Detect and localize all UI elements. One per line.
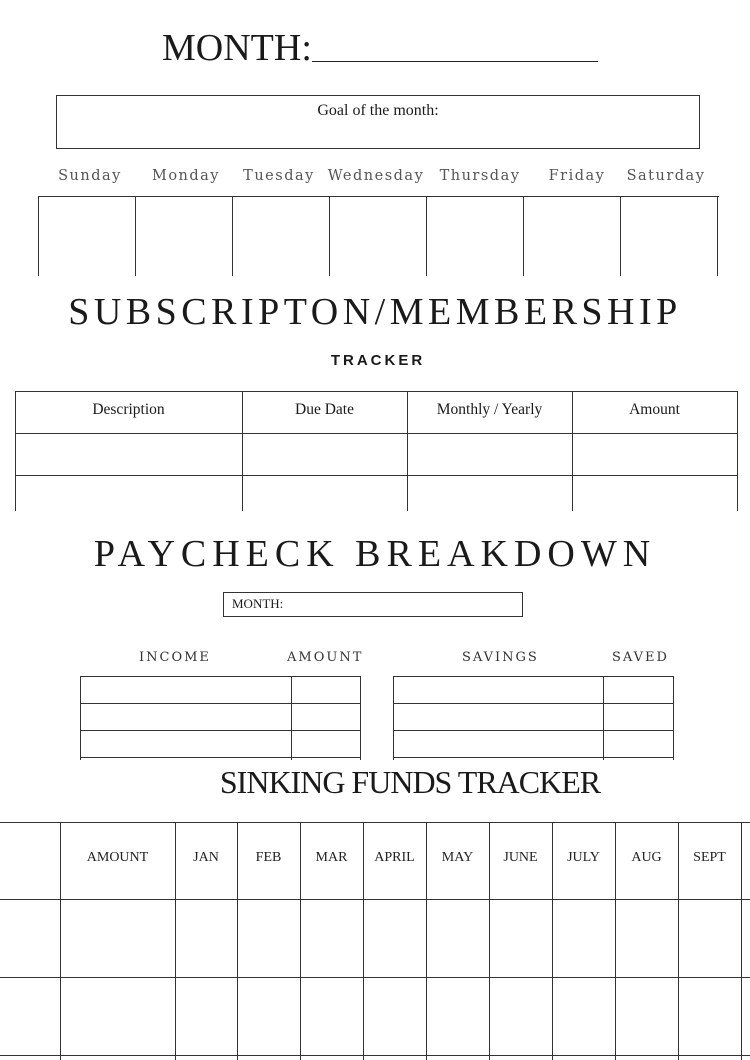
calendar-cell-border [620,196,621,276]
table-border [0,977,750,978]
table-border [360,676,361,760]
table-border [80,703,361,704]
weekday-sunday: Sunday [58,168,122,184]
table-border [0,1055,750,1056]
table-border [0,899,750,900]
sinking-funds-title: SINKING FUNDS TRACKER [219,764,601,800]
table-border [737,391,738,511]
table-border [393,757,674,758]
paycheck-month-field[interactable] [223,592,523,617]
column-amount: AMOUNT [86,850,149,865]
calendar-cell-border [523,196,524,276]
calendar-cell-border [232,196,233,276]
column-sept: SEPT [693,850,726,865]
table-border [15,391,738,392]
table-border [393,730,674,731]
column-april: APRIL [374,850,415,865]
weekday-thursday: Thursday [439,168,521,184]
table-border [393,676,674,677]
income-header: INCOME [139,650,211,665]
weekday-friday: Friday [548,168,606,184]
calendar-cell-border [717,196,718,276]
amount-header: AMOUNT [287,650,364,665]
calendar-top-line [38,196,719,197]
subscription-subtitle: TRACKER [330,352,426,369]
table-border [393,676,394,760]
paycheck-title: PAYCHECK BREAKDOWN [93,533,657,575]
table-border [80,757,361,758]
table-border [15,433,738,434]
table-border [291,676,292,760]
table-border [603,676,604,760]
subscription-title: SUBSCRIPTON/MEMBERSHIP [68,291,682,333]
month-input-line[interactable] [312,61,598,62]
table-border [0,822,750,823]
table-border [741,822,742,1060]
paycheck-month-label: MONTH: [232,596,284,611]
goal-box[interactable] [56,95,700,149]
weekday-monday: Monday [151,168,221,184]
goal-label: Goal of the month: [317,102,439,119]
column-feb: FEB [255,850,282,865]
column-frequency: Monthly / Yearly [436,401,543,418]
column-aug: AUG [631,850,662,865]
table-border [80,676,81,760]
table-border [673,676,674,760]
column-jan: JAN [193,850,219,865]
table-border [15,475,738,476]
column-due-date: Due Date [295,401,354,418]
calendar-cell-border [426,196,427,276]
column-description: Description [92,401,165,418]
column-mar: MAR [315,850,348,865]
table-border [80,730,361,731]
calendar-cell-border [135,196,136,276]
column-amount: Amount [629,401,680,418]
column-may: MAY [441,850,474,865]
calendar-cell-border [329,196,330,276]
column-june: JUNE [503,850,538,865]
calendar-cell-border [38,196,39,276]
weekday-tuesday: Tuesday [243,168,315,184]
table-border [393,703,674,704]
column-july: JULY [567,850,600,865]
weekday-wednesday: Wednesday [327,168,425,184]
table-border [80,676,361,677]
month-title: MONTH: [162,27,312,69]
weekday-saturday: Saturday [626,168,706,184]
saved-header: SAVED [612,650,669,665]
savings-header: SAVINGS [462,650,539,665]
